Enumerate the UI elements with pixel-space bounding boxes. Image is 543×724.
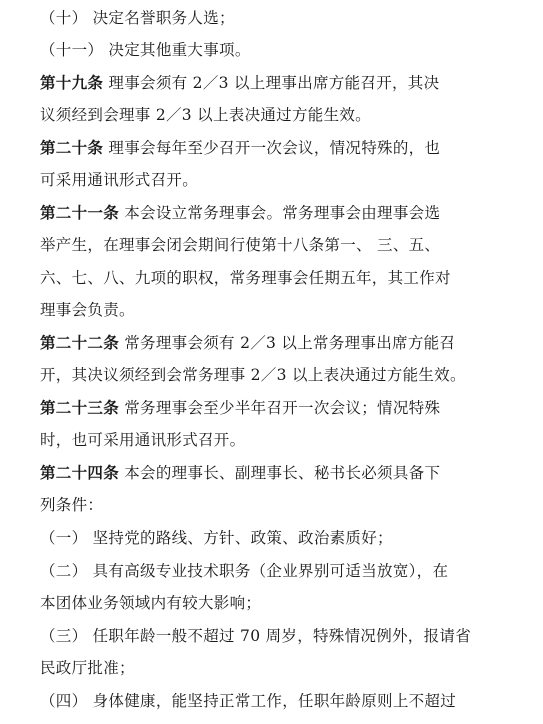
text-line: 举产生，在理事会闭会期间行使第十八条第一、 三、五、: [40, 236, 441, 254]
article-line: 第二十条 理事会每年至少召开一次会议，情况特殊的，也: [40, 139, 441, 157]
list-item: （四） 身体健康，能坚持正常工作，任职年龄原则上不超过: [40, 692, 457, 710]
text-line: 可采用通讯形式召开。: [40, 171, 199, 189]
article-line: 第二十二条 常务理事会须有 2／3 以上常务理事出席方能召: [40, 334, 456, 352]
text-line: （十一） 决定其他重大事项。: [40, 41, 251, 59]
article-heading: 第二十三条: [40, 399, 120, 417]
text-line: 民政厅批准；: [40, 659, 135, 677]
text-line: 列条件：: [40, 496, 104, 514]
article-heading: 第二十一条: [40, 204, 120, 222]
text-line: 本团体业务领域内有较大影响；: [40, 594, 262, 612]
list-item: （三） 任职年龄一般不超过 70 周岁，特殊情况例外，报请省: [40, 627, 472, 645]
article-line: 第二十四条 本会的理事长、副理事长、秘书长必须具备下: [40, 464, 441, 482]
text-line: 议须经到会理事 2／3 以上表决通过方能生效。: [40, 106, 371, 124]
article-line: 第二十三条 常务理事会至少半年召开一次会议；情况特殊: [40, 399, 441, 417]
list-item: （一） 坚持党的路线、方针、政策、政治素质好；: [40, 529, 393, 547]
text-line: 开，其决议须经到会常务理事 2／3 以上表决通过方能生效。: [40, 366, 466, 384]
text-line: 时，也可采用通讯形式召开。: [40, 431, 246, 449]
article-heading: 第十九条: [40, 74, 104, 92]
article-line: 第二十一条 本会设立常务理事会。常务理事会由理事会选: [40, 204, 441, 222]
list-item: （二） 具有高级专业技术职务（企业界别可适当放宽），在: [40, 562, 449, 580]
article-heading: 第二十四条: [40, 464, 120, 482]
text-line: 理事会负责。: [40, 301, 135, 319]
text-line: （十） 决定名誉职务人选；: [40, 9, 235, 27]
article-heading: 第二十条: [40, 139, 104, 157]
article-heading: 第二十二条: [40, 334, 120, 352]
text-line: 六、七、八、九项的职权，常务理事会任期五年，其工作对: [40, 269, 451, 287]
article-line: 第十九条 理事会须有 2／3 以上理事出席方能召开，其决: [40, 74, 440, 92]
